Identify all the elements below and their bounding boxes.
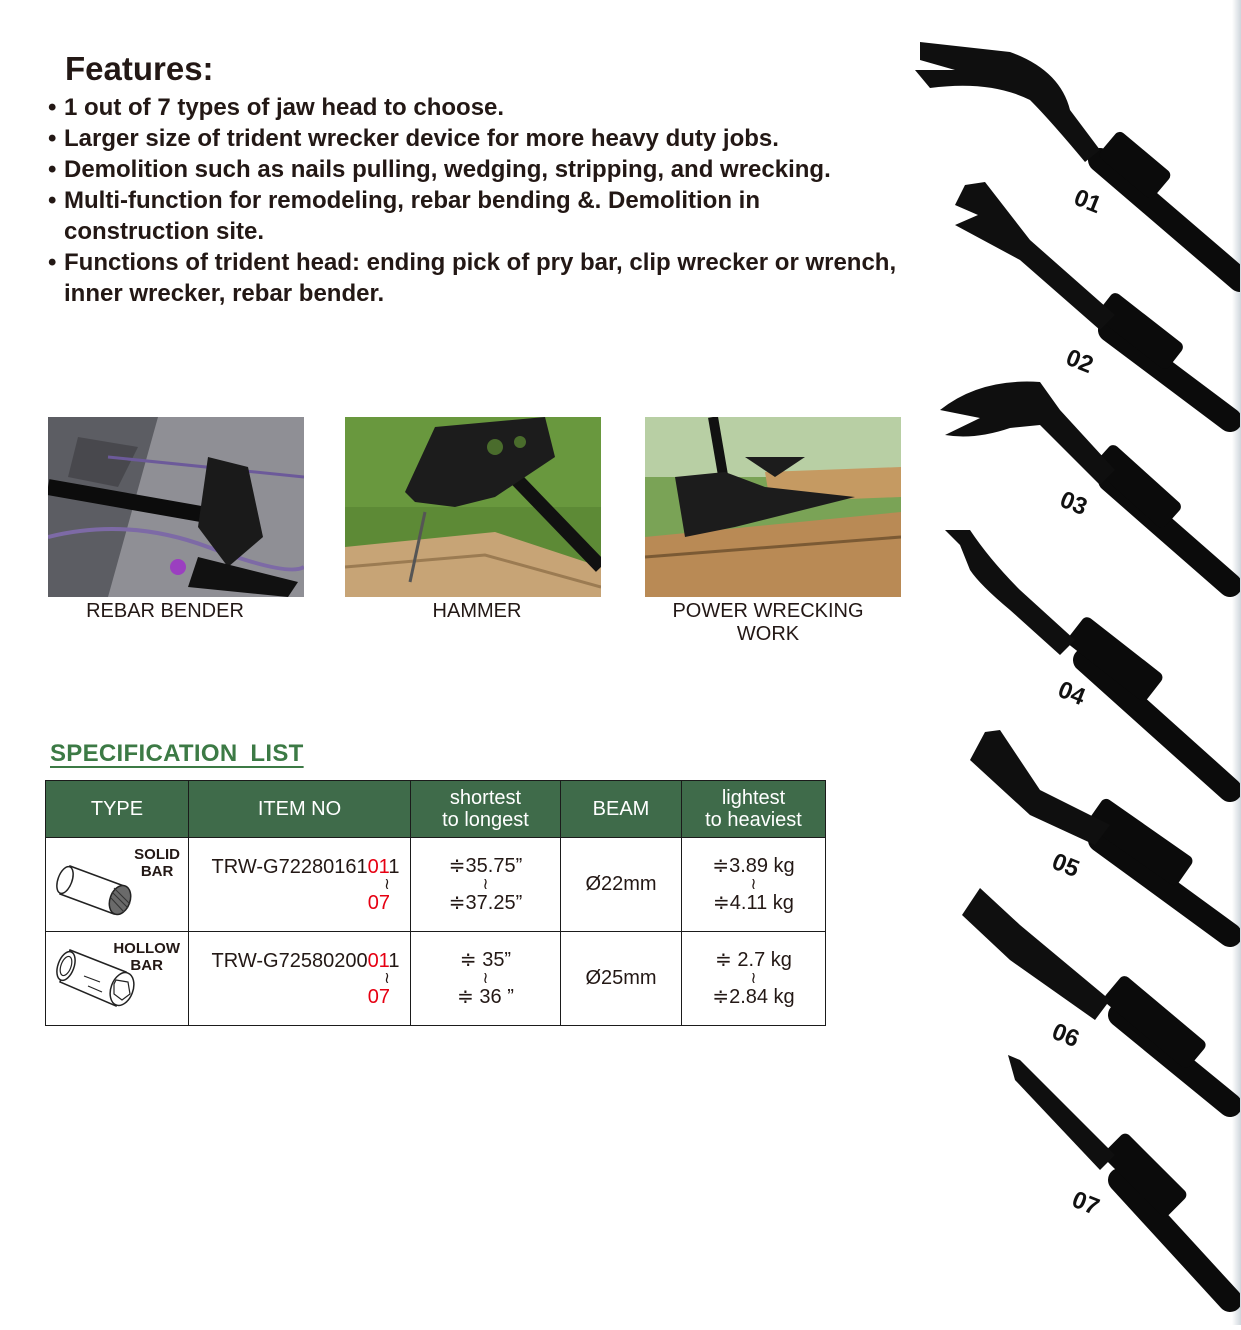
photo-caption: POWER WRECKING WORK (672, 600, 864, 645)
type-label: SOLID BAR (134, 846, 180, 880)
header-type: TYPE (46, 781, 189, 838)
tool-head-06 (962, 888, 1230, 1105)
header-beam: BEAM (561, 781, 682, 838)
bullet: • (48, 125, 57, 152)
tool-number: 07 (1068, 1186, 1103, 1222)
tool-number: 05 (1048, 848, 1083, 884)
photo-caption: REBAR BENDER (86, 600, 244, 622)
item-no-cell: TRW-G72580200011 ≀ 07 (189, 932, 411, 1026)
type-cell (46, 838, 189, 932)
header-item-no: ITEM NO (189, 781, 411, 838)
rebar-bender-photo (48, 417, 304, 597)
spec-title: SPECIFICATION LIST (50, 740, 304, 767)
tool-head-01 (915, 42, 1240, 280)
feature-item: • Multi-function for remodeling, rebar bending &. Demolition in construction site. (48, 187, 760, 245)
feature-item: • Larger size of trident wrecker device for more heavy duty jobs. (48, 125, 779, 152)
tool-heads-column (900, 30, 1240, 1325)
spec-table (45, 780, 826, 1026)
tool-number: 02 (1062, 344, 1097, 380)
type-cell (46, 932, 189, 1026)
tool-number: 04 (1054, 676, 1089, 712)
beam-cell: Ø22mm (561, 838, 682, 932)
item-no-cell: TRW-G72280161011 ≀ 07 (189, 838, 411, 932)
tool-number: 01 (1070, 184, 1105, 220)
feature-item: • 1 out of 7 types of jaw head to choose. (48, 94, 505, 121)
features-section (48, 50, 908, 309)
hammer-photo (345, 417, 601, 597)
beam-cell: Ø25mm (561, 932, 682, 1026)
feature-item: • Functions of trident head: ending pick of pry bar, clip wrecker or wrench, inner wrecker, rebar bender. (48, 249, 897, 307)
tool-number: 06 (1048, 1018, 1083, 1054)
bullet: • (48, 94, 57, 121)
weight-cell: ≑ 2.7 kg ≀ ≑2.84 kg (682, 932, 826, 1026)
bullet: • (48, 187, 57, 214)
type-label: HOLLOW BAR (113, 940, 180, 974)
photo-caption: HAMMER (432, 600, 522, 622)
bullet: • (48, 249, 57, 276)
length-cell: ≑ 35” ≀ ≑ 36 ” (411, 932, 561, 1026)
spec-header-row (46, 781, 826, 838)
features-list (48, 92, 908, 309)
table-row (46, 932, 826, 1026)
bullet: • (48, 156, 57, 183)
power-wrecking-photo (645, 417, 901, 597)
feature-item: • Demolition such as nails pulling, wedging, stripping, and wrecking. (48, 156, 831, 183)
header-weight: lightest to heaviest (682, 781, 826, 838)
weight-cell: ≑3.89 kg ≀ ≑4.11 kg (682, 838, 826, 932)
features-title: Features: (65, 50, 214, 87)
length-cell: ≑35.75” ≀ ≑37.25” (411, 838, 561, 932)
tool-number: 03 (1056, 486, 1091, 522)
table-row (46, 838, 826, 932)
header-length: shortest to longest (411, 781, 561, 838)
